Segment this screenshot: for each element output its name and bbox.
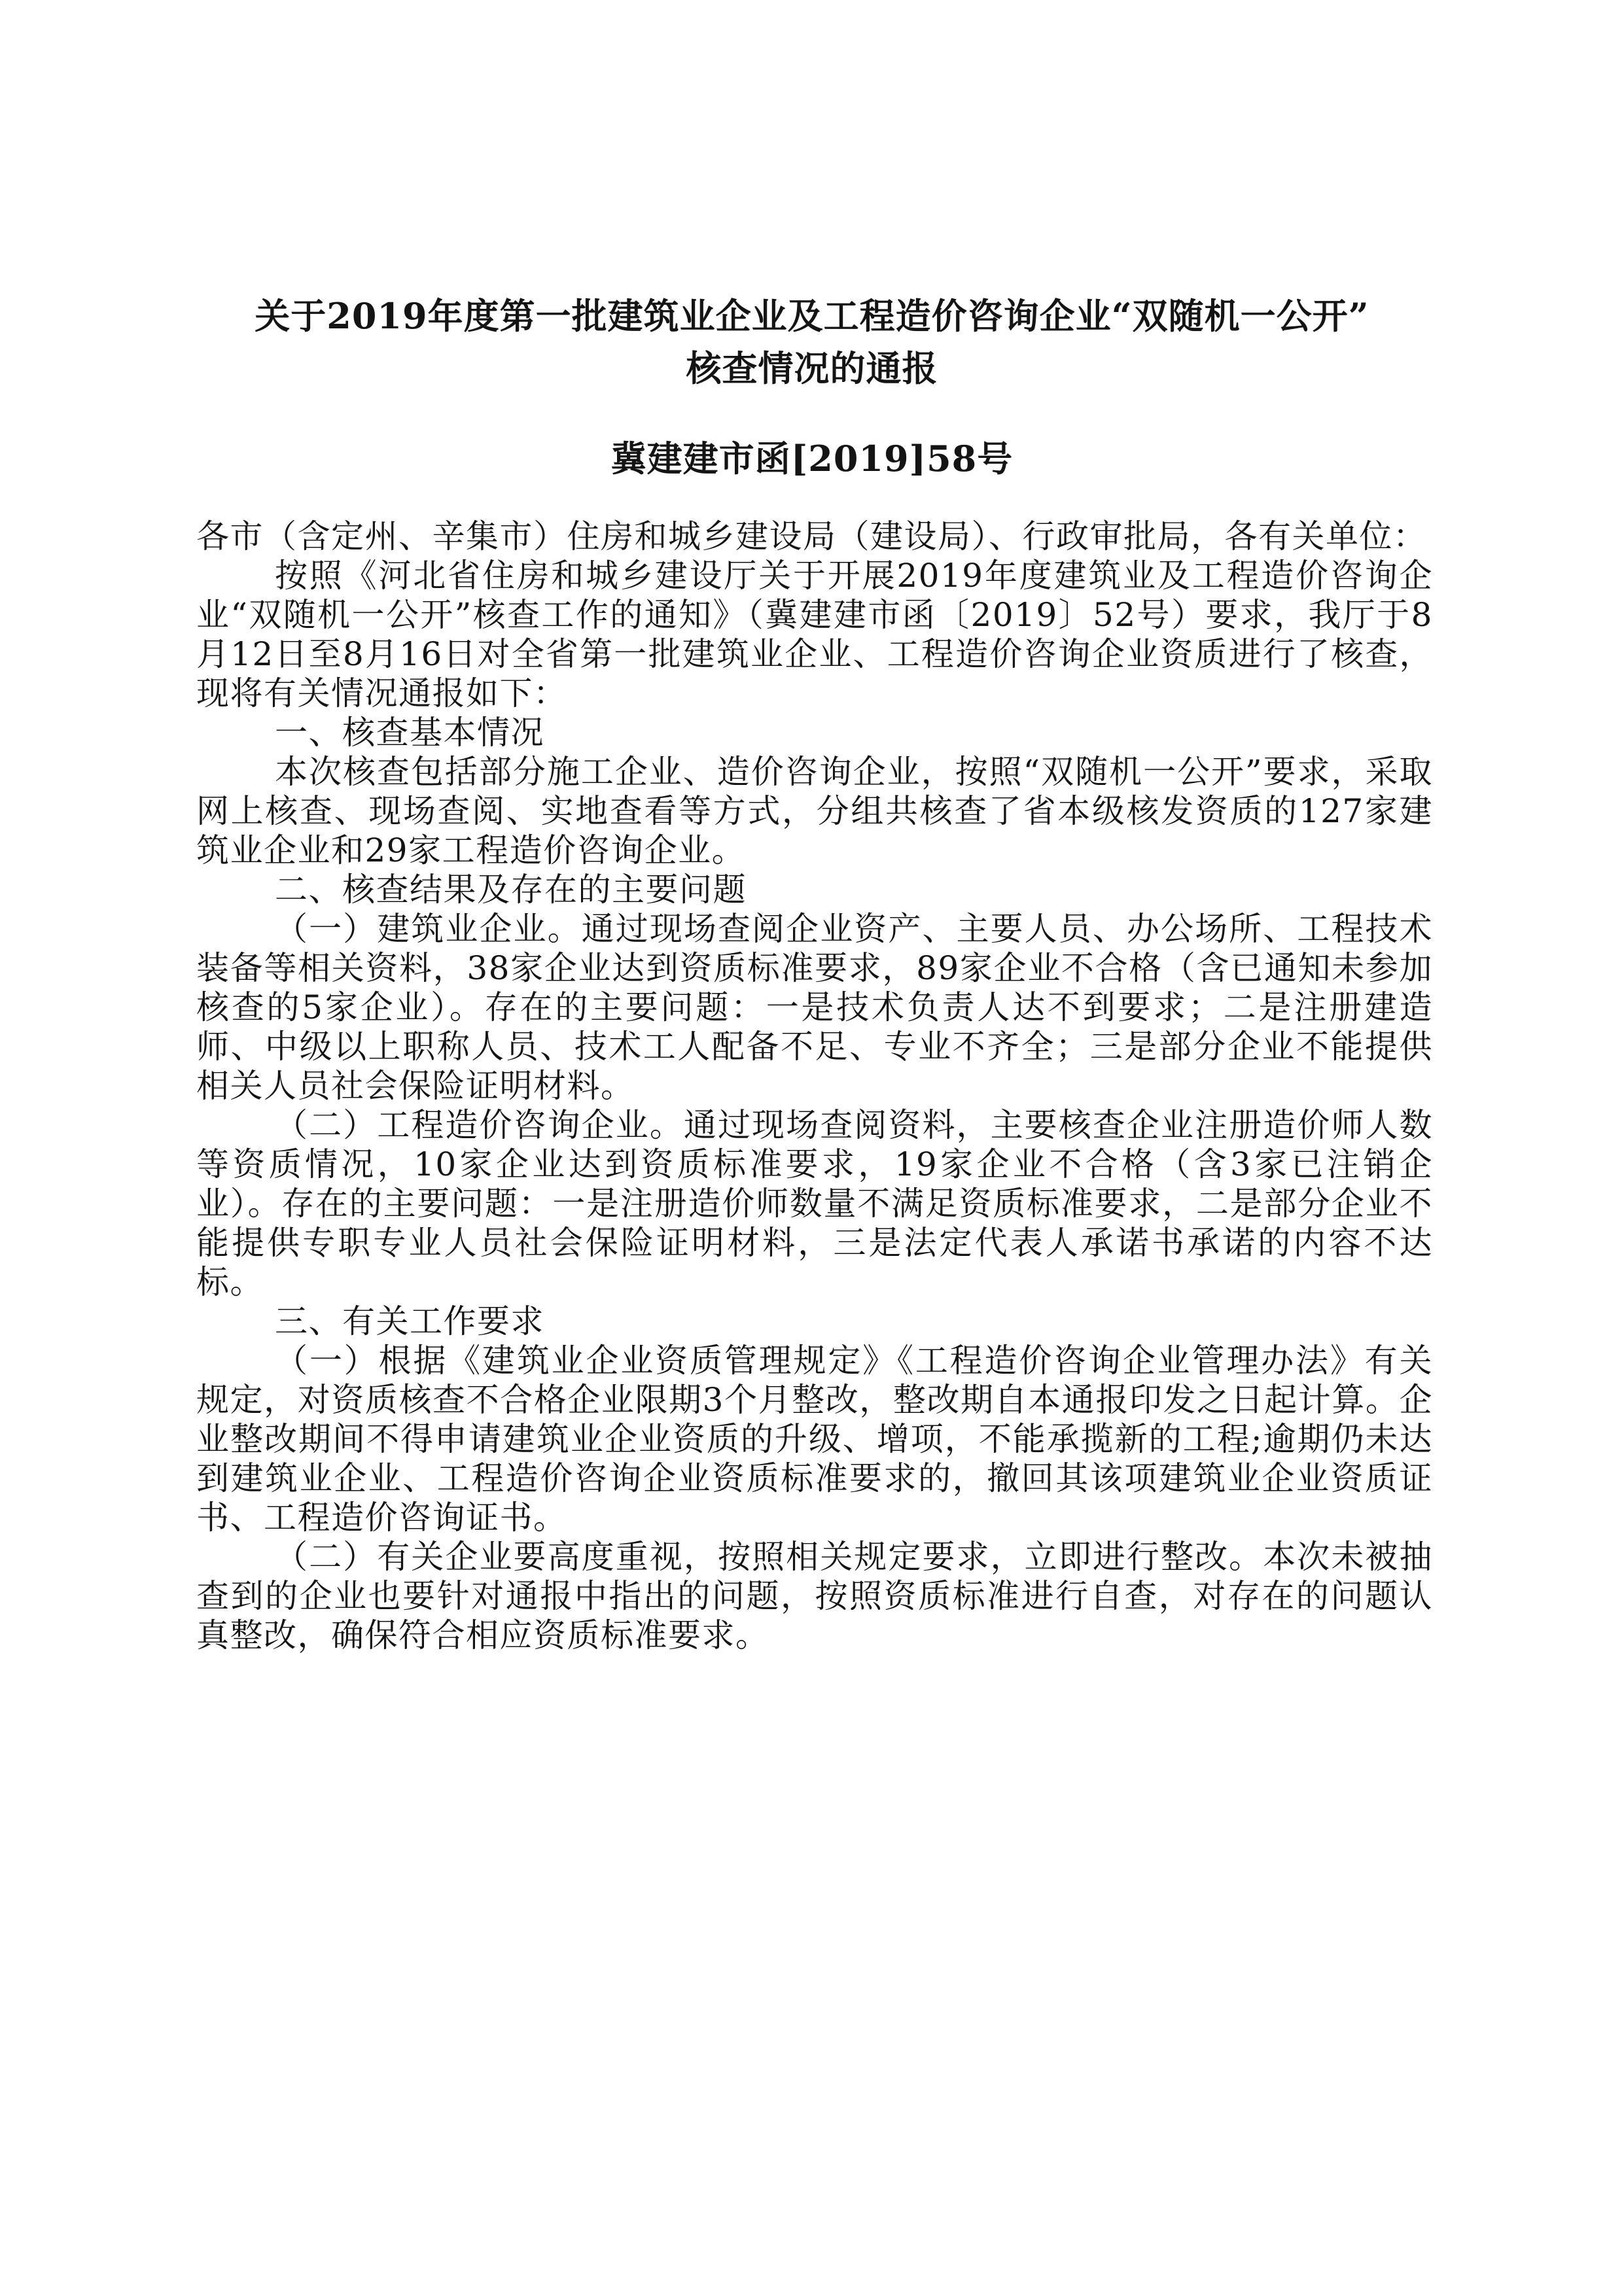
basic-situation-paragraph: 本次核查包括部分施工企业、造价咨询企业，按照“双随机一公开”要求，采取网上核查、现场查阅、实地查看等方式，分组共核查了省本级核发资质的127家建筑业企业和29家工程造价咨询企业。 — [196, 753, 1433, 869]
section-heading-requirements: 三、有关工作要求 — [275, 1302, 544, 1340]
intro-paragraph: 按照《河北省住房和城乡建设厅关于开展2019年度建筑业及工程造价咨询企业“双随机一公开”核查工作的通知》（冀建建市函〔2019〕52号）要求，我厅于8月12日至8月16日对全省第一批建筑业企业、工程造价咨询企业资质进行了核查，现将有关情况通报如下： — [196, 557, 1433, 712]
results-construction-paragraph: （一）建筑业企业。通过现场查阅企业资产、主要人员、办公场所、工程技术装备等相关资料，38家企业达到资质标准要求，89家企业不合格（含已通知未参加核查的5家企业）。存在的主要问题：一是技术负责人达不到要求；二是注册建造师、中级以上职称人员、技术工人配备不足、专业不齐全；三是部分企业不能提供相关人员社会保险证明材料。 — [196, 910, 1433, 1105]
document-title-line-2: 核查情况的通报 — [686, 347, 938, 389]
document-title-line-1: 关于2019年度第一批建筑业企业及工程造价咨询企业“双随机一公开” — [255, 295, 1369, 337]
addressee: 各市（含定州、辛集市）住房和城乡建设局（建设局）、行政审批局，各有关单位： — [196, 517, 1427, 555]
results-cost-consulting-paragraph: （二）工程造价咨询企业。通过现场查阅资料，主要核查企业注册造价师人数等资质情况，10家企业达到资质标准要求，19家企业不合格（含3家已注销企业）。存在的主要问题：一是注册造价师数量不满足资质标准要求，二是部分企业不能提供专职专业人员社会保险证明材料，三是法定代表人承诺书承诺的内容不达标。 — [196, 1106, 1433, 1301]
document-body — [196, 517, 1433, 1655]
section-heading-basic-situation: 一、核查基本情况 — [275, 714, 544, 752]
requirement-1-paragraph: （一）根据《建筑业企业资质管理规定》《工程造价咨询企业管理办法》有关规定，对资质核查不合格企业限期3个月整改，整改期自本通报印发之日起计算。企业整改期间不得申请建筑业企业资质的升级、增项，不能承揽新的工程;逾期仍未达到建筑业企业、工程造价咨询企业资质标准要求的，撤回其该项建筑业企业资质证书、工程造价咨询证书。 — [196, 1342, 1433, 1537]
requirement-2-paragraph: （二）有关企业要高度重视，按照相关规定要求，立即进行整改。本次未被抽查到的企业也要针对通报中指出的问题，按照资质标准进行自查，对存在的问题认真整改，确保符合相应资质标准要求。 — [196, 1538, 1433, 1654]
document-number: 冀建建市函[2019]58号 — [610, 438, 1014, 479]
section-heading-results: 二、核查结果及存在的主要问题 — [275, 871, 747, 909]
